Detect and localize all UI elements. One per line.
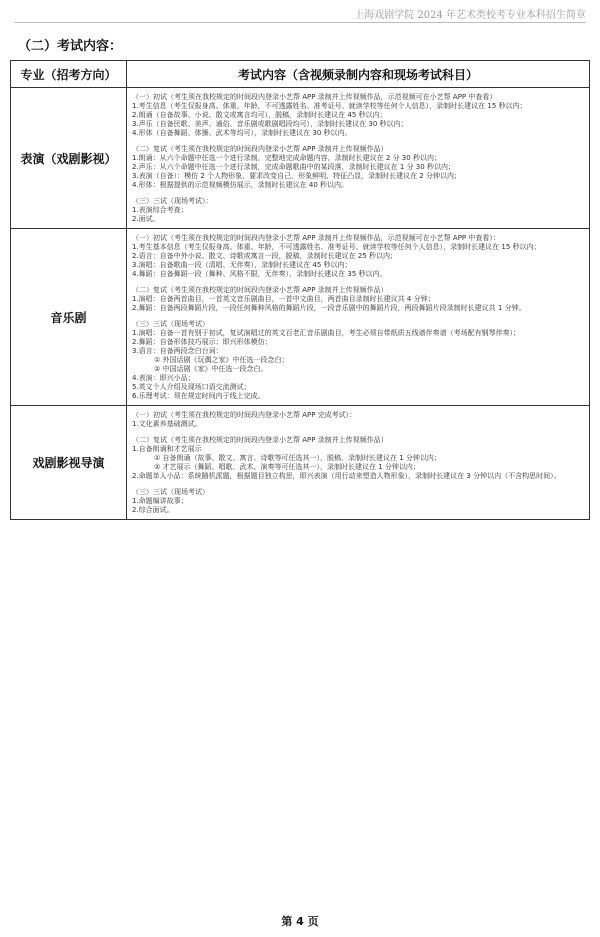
page-number: 第 4 页 (281, 915, 319, 928)
paragraph-gap (132, 190, 584, 197)
header-divider (14, 22, 586, 23)
paragraph-gap (132, 429, 584, 436)
content-line: ① 外国话剧《玩偶之家》中任选一段念白； (154, 356, 289, 364)
table-body (11, 88, 590, 520)
content-line: （二）复试（考生须在我校规定的时间段内登录小艺帮 APP 录制并上传视频作品） (132, 145, 388, 153)
page-header-title: 上海戏剧学院 2024 年艺术类校考专业本科招生简章 (354, 10, 586, 21)
content-line: 2.语言：自备中外小说、散文、诗歌或寓言一段，脱稿，录制时长建议在 25 秒以内； (132, 252, 398, 260)
content-line: （三）三试（现场考试） (132, 320, 209, 328)
table-header-row (11, 61, 590, 88)
column-header-major: 专业（招考方向） (11, 61, 127, 88)
content-line: （一）初试（考生须在我校规定的时间段内登录小艺帮 APP 录制并上传视频作品，示范视频可在小艺帮 APP 中查看）： (132, 234, 500, 242)
exam-content-table (10, 60, 590, 520)
exam-content-cell (127, 88, 590, 229)
exam-content-cell (127, 406, 590, 520)
content-line: 1.演唱：自备两首曲目，一首英文音乐剧曲目，一首中文曲目，两首曲目录制时长建议共 4 分钟； (132, 295, 435, 303)
content-line: 2.综合面试。 (132, 506, 174, 514)
content-line: 4.形体：根据提供的示范视频模仿展示，录制时长建议在 40 秒以内。 (132, 181, 349, 189)
content-line: 4.舞蹈：自备舞蹈一段（舞种、风格不限，无伴奏），录制时长建议在 35 秒以内。 (132, 270, 387, 278)
content-line: （三）三试（现场考试） (132, 488, 209, 496)
content-line: 2.舞蹈：自备两段舞蹈片段，一段任何舞种风格的舞蹈片段，一段音乐剧中的舞蹈片段，两段舞蹈片段录制时长建议共 1 分钟。 (132, 304, 526, 312)
content-line: 5.英文个人介绍及现场口语交流测试； (132, 383, 251, 391)
table-row (11, 229, 590, 406)
content-line: （二）复试（考生须在我校规定的时间段内登录小艺帮 APP 录制并上传视频作品） (132, 286, 388, 294)
content-line: ② 才艺展示（舞蹈、唱歌、武术、演奏等可任选其一），录制时长建议在 1 分钟以内； (154, 463, 420, 471)
content-line: 2.声乐：从六个命题中任选一个进行录制，完成命题歌曲中的某段落，录制时长建议在 1 分 30 秒以内； (132, 163, 455, 171)
content-line: （一）初试（考生须在我校规定的时间段内登录小艺帮 APP 录制并上传视频作品，示范视频可在小艺帮 APP 中查看） (132, 93, 497, 101)
paragraph-gap (132, 313, 584, 320)
content-line: 1.演唱：自备一首有别于初试，复试演唱过的英文百老汇音乐剧曲目，考生必须自带纸质五线谱伴奏谱（考场配有钢琴伴奏）； (132, 329, 521, 337)
major-name-cell: 音乐剧 (11, 229, 127, 406)
table-row (11, 406, 590, 520)
content-line: 1.文化素养基础测试。 (132, 420, 202, 428)
column-header-content: 考试内容（含视频录制内容和现场考试科目） (127, 61, 590, 88)
content-line: 2.舞蹈：自备形体技巧展示；即兴形体模仿； (132, 338, 272, 346)
content-line: 4.形体（自备舞蹈、体操、武术等均可），录制时长建议在 30 秒以内。 (132, 129, 352, 137)
major-name-cell: 戏剧影视导演 (11, 406, 127, 520)
paragraph-gap (132, 279, 584, 286)
content-line: ② 中国话剧《家》中任选一段念白。 (154, 365, 268, 373)
content-line: 3.演唱：自备歌曲一段（清唱、无伴奏），录制时长建议在 45 秒以内； (132, 261, 352, 269)
content-line: 4.表演：即兴小品； (132, 374, 195, 382)
content-line: 3.语言：自备两段念白台词： (132, 347, 223, 355)
table-row (11, 88, 590, 229)
content-line: 6.乐理考试：须在规定时间内于线上完成。 (132, 392, 265, 400)
content-line: 1.考生信息（考生仅报身高、体重、年龄，不可透露姓名、准考证号、就读学校等任何个人信息），录制时长建议在 15 秒以内； (132, 102, 527, 110)
content-line: 1.命题编讲故事； (132, 497, 188, 505)
paragraph-gap (132, 138, 584, 145)
content-line: 1.朗诵：从六个命题中任选一个进行录制，完整地完成命题内容，录制时长建议在 2 分 30 秒以内； (132, 154, 441, 162)
section-title: （二）考试内容： (18, 39, 123, 54)
content-line: 1.自备朗诵和才艺展示 (132, 445, 202, 453)
content-line: 2.朗诵（自备故事、小说、散文或寓言均可），脱稿，录制时长建议在 45 秒以内； (132, 111, 387, 119)
content-line: ① 自备朗诵（故事、散文、寓言、诗歌等可任选其一），脱稿，录制时长建议在 1 分钟以内； (154, 454, 441, 462)
content-line: 1.考生基本信息（考生仅报身高、体重、年龄，不可透露姓名、准考证号、就读学校等任何个人信息），录制时长建议在 15 秒以内； (132, 243, 541, 251)
content-line: （二）复试（考生须在我校规定的时间段内登录小艺帮 APP 录制并上传视频作品） (132, 436, 388, 444)
content-line: 2.面试。 (132, 215, 160, 223)
content-line: （三）三试（现场考试）： (132, 197, 213, 205)
major-name-cell: 表演（戏剧影视） (11, 88, 127, 229)
content-line: 1.表演综合考查； (132, 206, 188, 214)
content-line: （一）初试（考生须在我校规定的时间段内登录小艺帮 APP 完成考试）： (132, 411, 357, 419)
exam-content-cell (127, 229, 590, 406)
content-line: 2.命题单人小品：系统随机派题，根据题目独立构思，即兴表演（用行动来塑造人物形象），录制时长建议在 3 分钟以内（不含构思时间）。 (132, 472, 561, 480)
content-line: 3.表演（自备）：模仿 2 个人物形象，要求改变自己、形象鲜明、特征凸显，录制时长建议在 2 分钟以内； (132, 172, 461, 180)
paragraph-gap (132, 481, 584, 488)
content-line: 3.声乐（自备民歌、美声、通俗、音乐剧或歌剧唱段均可），录制时长建议在 30 秒以内； (132, 120, 408, 128)
